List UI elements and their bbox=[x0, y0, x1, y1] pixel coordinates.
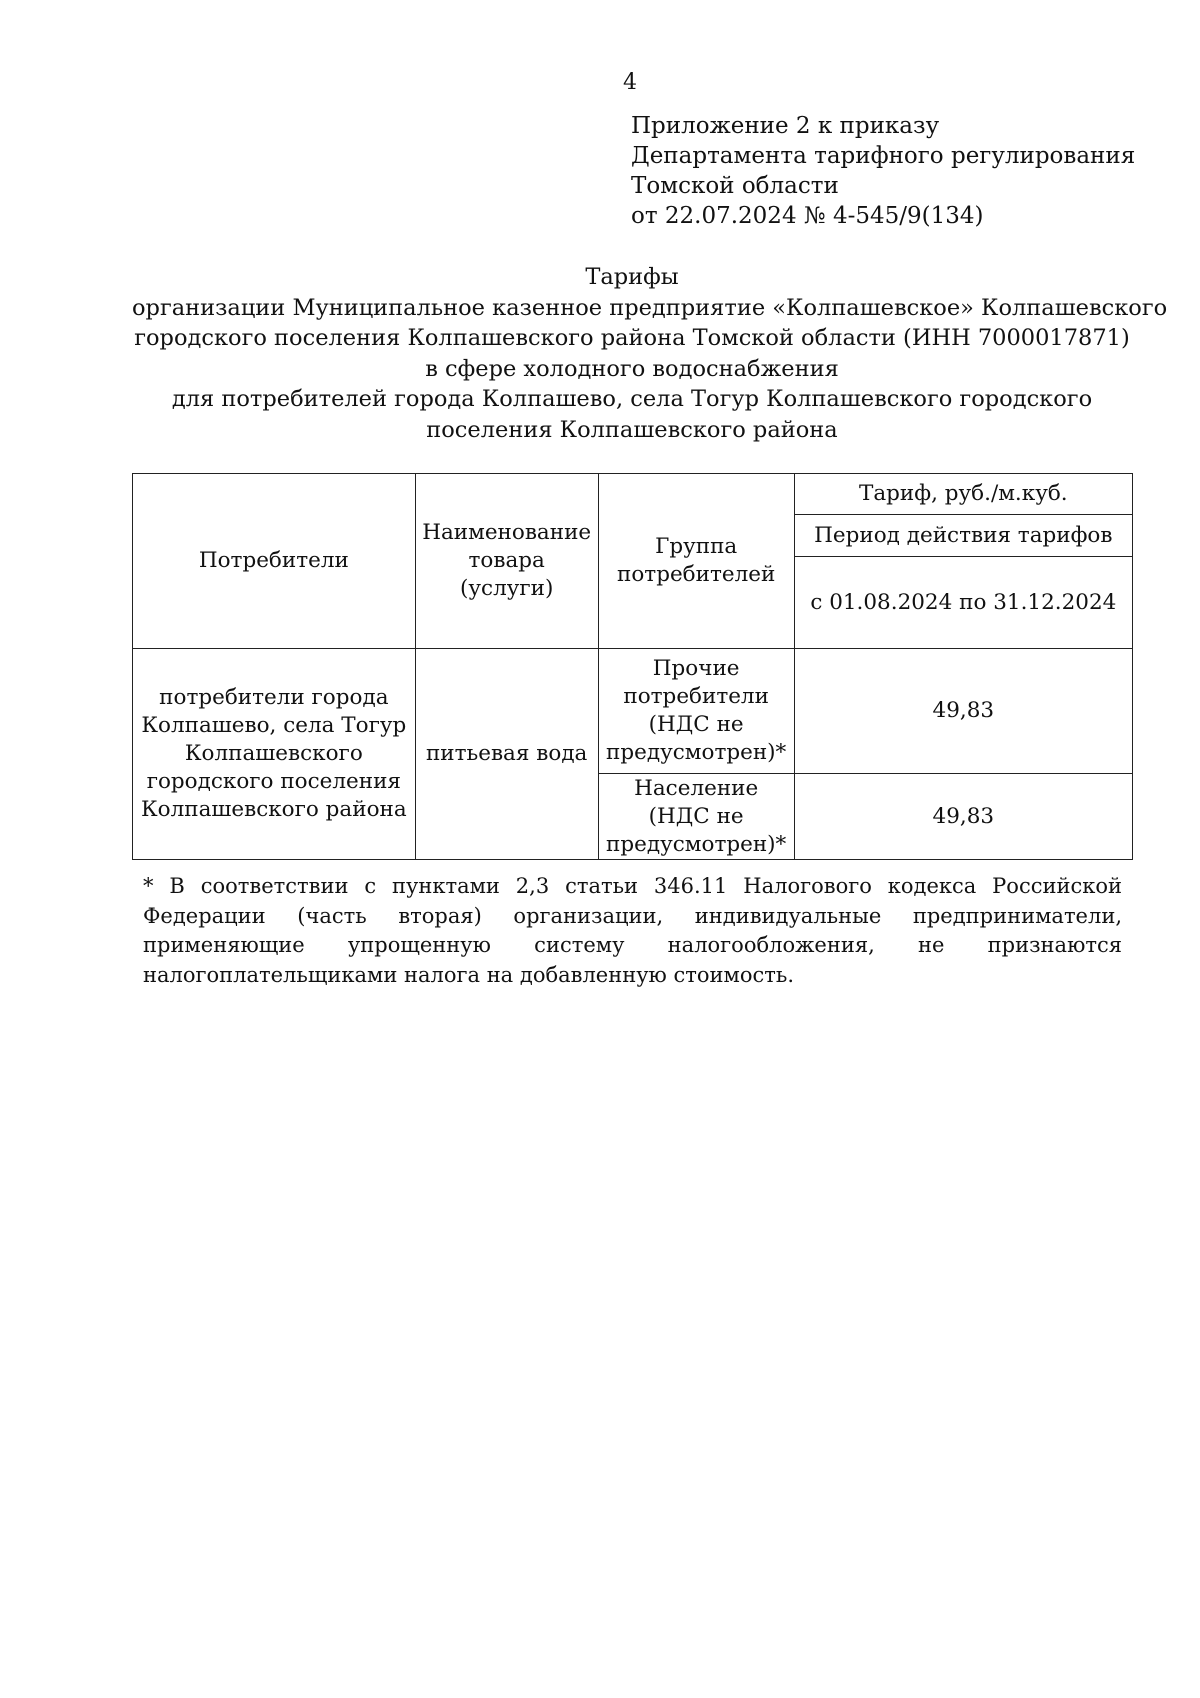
appendix-line: Приложение 2 к приказу bbox=[631, 113, 940, 139]
document-title bbox=[132, 262, 1168, 445]
appendix-reference bbox=[631, 111, 1135, 231]
cell-tariff-value: 49,83 bbox=[794, 774, 1132, 860]
cell-consumers: потребители города Колпашево, села Тогур Колпашевского городского поселения Колпашевского района bbox=[133, 649, 416, 860]
header-product: Наименование товара (услуги) bbox=[415, 474, 598, 649]
header-period-label: Период действия тарифов bbox=[794, 515, 1132, 557]
cell-group: Население (НДС не предусмотрен)* bbox=[598, 774, 794, 860]
title-line: в сфере холодного водоснабжения bbox=[425, 355, 839, 382]
header-group: Группа потребителей bbox=[598, 474, 794, 649]
title-line: организации Муниципальное казенное предприятие «Колпашевское» Колпашевского bbox=[132, 294, 1168, 321]
title-heading: Тарифы bbox=[585, 264, 679, 290]
cell-tariff-value: 49,83 bbox=[794, 649, 1132, 774]
title-line: поселения Колпашевского района bbox=[426, 416, 838, 443]
cell-group: Прочие потребители (НДС не предусмотрен)* bbox=[598, 649, 794, 774]
header-consumers: Потребители bbox=[133, 474, 416, 649]
appendix-line: от 22.07.2024 № 4-545/9(134) bbox=[631, 203, 984, 229]
title-line: городского поселения Колпашевского района Томской области (ИНН 7000017871) bbox=[134, 325, 1130, 351]
header-tariff: Тариф, руб./м.куб. bbox=[794, 474, 1132, 515]
page-number: 4 bbox=[623, 70, 637, 95]
header-period: с 01.08.2024 по 31.12.2024 bbox=[794, 557, 1132, 649]
title-line: для потребителей города Колпашево, села Тогур Колпашевского городского bbox=[171, 386, 1093, 412]
cell-product: питьевая вода bbox=[415, 649, 598, 860]
appendix-line: Томской области bbox=[631, 173, 839, 199]
footnote: * В соответствии с пунктами 2,3 статьи 346.11 Налогового кодекса Российской Федерации (часть вторая) организации, индивидуальные предприниматели, применяющие упрощенную систему налогообложения, не признаются налогоплательщиками налога на добавленную стоимость. bbox=[143, 874, 1122, 987]
tariff-table bbox=[132, 473, 1133, 860]
appendix-line: Департамента тарифного регулирования bbox=[631, 143, 1136, 169]
